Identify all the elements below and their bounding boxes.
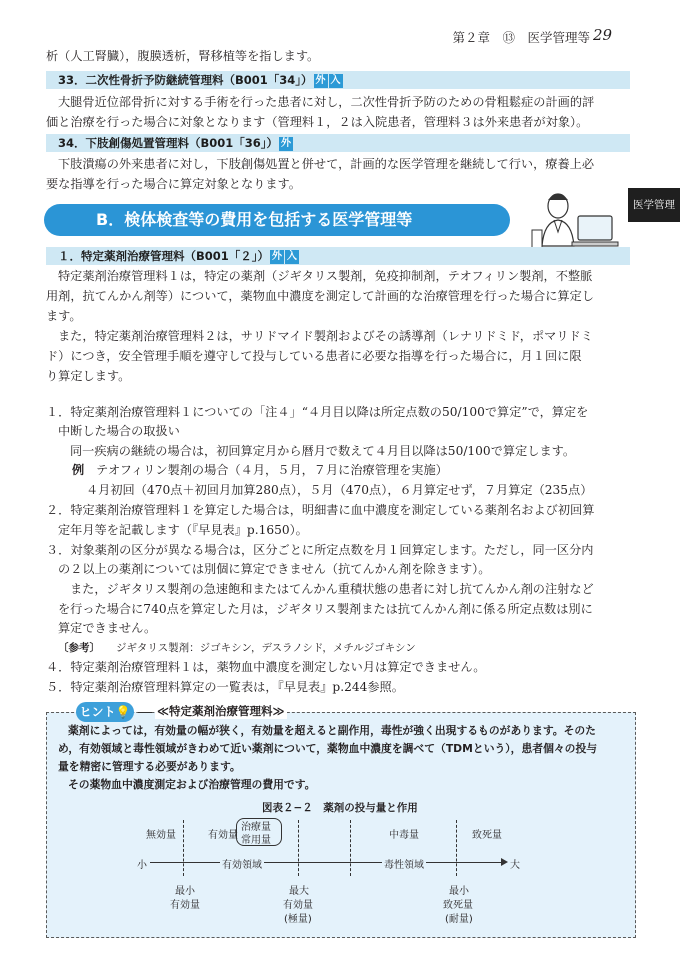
section-1-header <box>46 247 630 265</box>
page-number: 29 <box>593 26 613 44</box>
label-tolerance: (耐量) <box>445 914 473 925</box>
hint-line: 量を精密に管理する必要があります。 <box>58 760 241 773</box>
label-max-effective: 有効量 <box>283 900 313 911</box>
section-33-title: 33．二次性骨折予防継続管理料（B001「34」） <box>58 73 313 87</box>
label-min: 最小 <box>449 886 469 897</box>
running-header: 第２章 ⑬ 医学管理等 <box>452 30 590 45</box>
inpatient-badge: 入 <box>330 75 341 86</box>
list-item: を行った場合に740点を算定した月は，ジギタリス製剤または抗てんかん剤に係る所定点数は別に <box>58 602 593 616</box>
side-tab: 医学管理 <box>628 188 680 222</box>
list-item: 中断した場合の取扱い <box>58 424 180 438</box>
label-toxic: 中毒量 <box>389 830 419 841</box>
label-min-lethal: 致死量 <box>443 900 473 911</box>
label-no-effect: 無効量 <box>146 830 176 841</box>
section-1-line: ド）につき，安全管理手順を遵守して投与している患者に必要な指導を行った場合に，月１回に限 <box>46 349 582 363</box>
label-min: 最小 <box>175 886 195 897</box>
example-label: 例 <box>72 463 85 477</box>
label-effective: 有効量 <box>208 830 238 841</box>
section-1-title: １．特定薬剤治療管理料（B001「２」） <box>58 249 270 263</box>
list-item: また，ジギタリス製剤の急速飽和またはてんかん重積状態の患者に対し抗てんかん剤の注射など <box>70 582 594 596</box>
figure-caption: 図表２−２ 薬剤の投与量と作用 <box>262 802 418 814</box>
section-33-line: 価と治療を行った場合に対象となります（管理料１，２は入院患者，管理料３は外来患者が対象）。 <box>46 115 589 129</box>
reference-label: 〔参考〕 <box>58 642 100 654</box>
section-33-line: 大腿骨近位部骨折に対する手術を行った患者に対し，二次性骨折予防のための骨粗鬆症の計画的評 <box>58 95 595 109</box>
list-item: の２以上の薬剤については別個に算定できません（抗てんかん剤を除きます）。 <box>58 562 491 576</box>
list-item: 定年月等を記載します（『早見表』p.1650）。 <box>58 523 308 537</box>
section-1-line: ます。 <box>46 309 82 323</box>
list-item: ２．特定薬剤治療管理料１を算定した場合は，明細書に血中濃度を測定している薬剤名および初回算 <box>46 503 595 517</box>
guide-max-effective <box>298 820 299 876</box>
list-item: ４．特定薬剤治療管理料１は，薬物血中濃度を測定しない月は算定できません。 <box>46 660 486 674</box>
list-item: 算定できません。 <box>58 621 157 635</box>
guide-toxic-start <box>350 820 351 876</box>
hint-connector <box>138 712 152 713</box>
outpatient-badge: 外 <box>272 251 283 262</box>
continued-line: 析（人工腎臓），腹膜透析，腎移植等を指します。 <box>46 49 320 63</box>
label-lethal: 致死量 <box>472 830 502 841</box>
section-34-line: 要な指導を行った場合に算定対象となります。 <box>46 177 301 191</box>
section-1-line: り算定します。 <box>46 369 131 383</box>
reference-text: ジギタリス製剤：ジゴキシン，デスラノシド，メチルジゴキシン <box>116 642 416 654</box>
hint-line: その薬物血中濃度測定および治療管理の費用です。 <box>68 778 316 791</box>
label-treatment: 治療量 <box>241 822 271 833</box>
hint-title: ≪特定薬剤治療管理料≫ <box>157 704 285 718</box>
section-34-line: 下肢潰瘍の外来患者に対し，下肢創傷処置と併せて，計画的な医学管理を継続して行い，療養上必 <box>58 157 595 171</box>
section-1-line: 用剤，抗てんかん剤等）について，薬物血中濃度を測定して計画的な治療管理を行った場合に算定し <box>46 289 594 303</box>
label-large: 大 <box>510 860 520 871</box>
label-max: 最大 <box>289 886 309 897</box>
guide-min-effective <box>183 820 184 876</box>
hint-line: め，有効領域と毒性領域がきわめて近い薬剤について，薬物血中濃度を調べて（TDMという），患者個々の投与 <box>58 742 598 755</box>
label-small: 小 <box>137 860 147 871</box>
label-regular: 常用量 <box>241 835 271 846</box>
label-toxic-zone: 毒性領域 <box>382 856 426 871</box>
hint-line: 薬剤によっては，有効量の幅が狭く，有効量を超えると副作用，毒性が強く出現するものがあります。そのた <box>68 724 596 737</box>
lightbulb-icon: 💡 <box>115 705 131 719</box>
inpatient-badge: 入 <box>287 251 298 262</box>
label-max-dose: (極量) <box>284 914 312 925</box>
section-34-header <box>46 134 630 152</box>
doctor-at-computer-illustration <box>528 186 624 256</box>
section-1-line: また，特定薬剤治療管理料２は，サリドマイド製剤およびその誘導剤（レナリドミド，ポマリドミ <box>58 329 593 343</box>
section-34-title: 34．下肢創傷処置管理料（B001「36」） <box>58 136 279 150</box>
list-item: ４月初回（470点＋初回月加算280点），５月（470点），６月算定せず，７月算定（235点） <box>86 483 593 497</box>
list-item: ５．特定薬剤治療管理料算定の一覧表は，『早見表』p.244参照。 <box>46 680 404 694</box>
label-min-effective: 有効量 <box>170 900 200 911</box>
hint-label-text: ヒント <box>79 705 116 719</box>
section-b-title: B．検体検査等の費用を包括する医学管理等 <box>44 204 510 236</box>
list-item: １．特定薬剤治療管理料１についての「注４」“４月目以降は所定点数の50/100で算定”で，算定を <box>46 405 589 419</box>
arrow-head-icon <box>501 858 508 866</box>
section-33-header <box>46 71 630 89</box>
hint-label <box>76 702 134 722</box>
section-1-line: 特定薬剤治療管理料１は，特定の薬剤（ジギタリス製剤，免疫抑制剤，テオフィリン製剤，不整脈 <box>58 269 593 283</box>
list-item: テオフィリン製剤の場合（４月，５月，７月に治療管理を実施） <box>96 463 448 477</box>
label-effective-zone: 有効領域 <box>220 856 264 871</box>
outpatient-badge: 外 <box>315 75 326 86</box>
guide-min-lethal <box>456 820 457 876</box>
outpatient-badge: 外 <box>281 138 292 149</box>
list-item: ３．対象薬剤の区分が異なる場合は，区分ごとに所定点数を月１回算定します。ただし，同一区分内 <box>46 543 594 557</box>
list-item: 同一疾病の継続の場合は，初回算定月から暦月で数えて４月目以降は50/100で算定します。 <box>70 444 576 458</box>
